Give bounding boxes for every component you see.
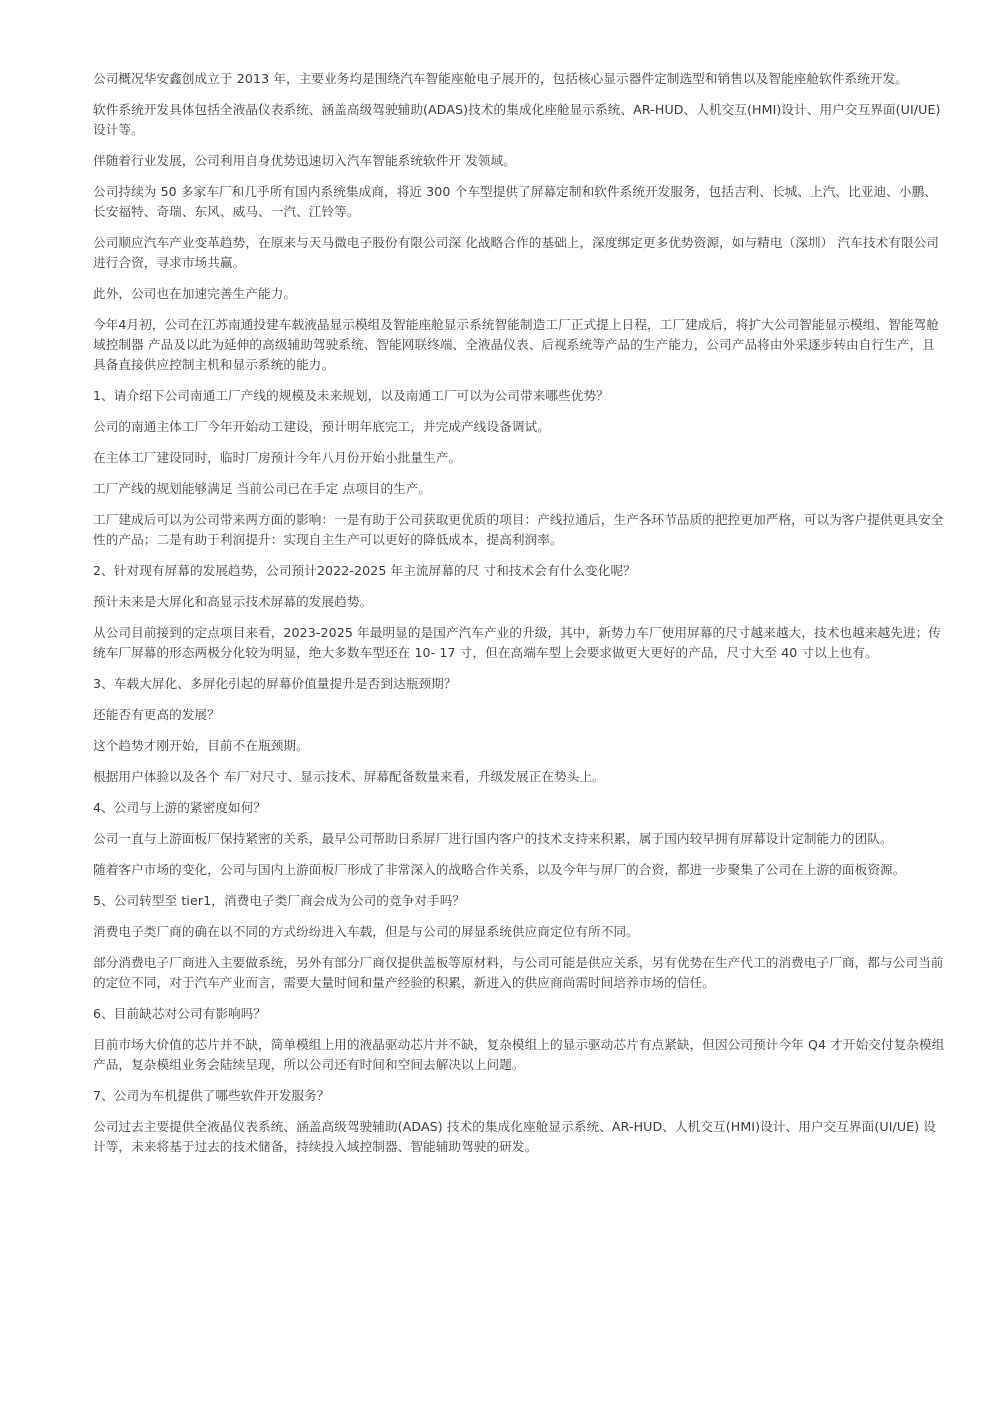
paragraph-software-development: 软件系统开发具体包括全液晶仪表系统、涵盖高级驾驶辅助(ADAS)技术的集成化座舱显示系统、AR-HUD、人机交互(HMI)设计、用户交互界面(UI/UE) 设计等。 — [93, 102, 941, 137]
answer-4-part-1: 公司一直与上游面板厂保持紧密的关系，最早公司帮助日系屏厂进行国内客户的技术支持来积累，属于国内较早拥有屏幕设计定制能力的团队。 — [93, 831, 893, 846]
question-5: 5、公司转型至 tier1，消费电子类厂商会成为公司的竞争对手吗？ — [93, 893, 466, 908]
question-6: 6、目前缺芯对公司有影响吗？ — [93, 1006, 267, 1021]
answer-7: 公司过去主要提供全液晶仪表系统、涵盖高级驾驶辅助(ADAS) 技术的集成化座舱显示系统、AR-HUD、人机交互(HMI)设计、用户交互界面(UI/UE) 设计等，未来将基于过去的技术储备，持续投入域控制器、智能辅助驾驶的研发。 — [93, 1119, 937, 1154]
answer-1-part-3: 工厂产线的规划能够满足 当前公司已在手定 点项目的生产。 — [93, 481, 432, 496]
question-1: 1、请介绍下公司南通工厂产线的规模及未来规划，以及南通工厂可以为公司带来哪些优势？ — [93, 388, 609, 403]
answer-1-part-1: 公司的南通主体工厂今年开始动工建设，预计明年底完工，并完成产线设备调试。 — [93, 419, 550, 434]
answer-2-part-2: 从公司目前接到的定点项目来看，2023-2025 年最明显的是国产汽车产业的升级，其中，新势力车厂使用屏幕的尺寸越来越大，技术也越来越先进；传统车厂屏幕的形态两极分化较为明显，绝大多数车型还在 10- 17 寸，但在高端车型上会要求做更大更好的产品，尺寸大至 40 寸以上也有。 — [93, 625, 941, 660]
paragraph-production-capacity: 此外，公司也在加速完善生产能力。 — [93, 286, 297, 301]
question-4: 4、公司与上游的紧密度如何？ — [93, 800, 267, 815]
paragraph-nantong-factory: 今年4月初，公司在江苏南通投建车载液晶显示模组及智能座舱显示系统智能制造工厂正式提上日程，工厂建成后，将扩大公司智能显示模组、智能驾舱域控制器 产品及以此为延伸的高级辅助驾驶系统、智能网联终端、全液晶仪表、后视系统等产品的生产能力，公司产品将由外采逐步转由自行生产，且具备直接供应控制主机和显示系统的能力。 — [93, 317, 939, 372]
answer-4-part-2: 随着客户市场的变化，公司与国内上游面板厂形成了非常深入的战略合作关系，以及今年与屏厂的合资，都进一步聚集了公司在上游的面板资源。 — [93, 862, 906, 877]
question-2: 2、针对现有屏幕的发展趋势，公司预计2022-2025 年主流屏幕的尺 寸和技术会有什么变化呢？ — [93, 563, 636, 578]
paragraph-strategic-cooperation: 公司顺应汽车产业变革趋势，在原来与天马微电子股份有限公司深 化战略合作的基础上，深度绑定更多优势资源，如与精电（深圳） 汽车技术有限公司进行合资，寻求市场共赢。 — [93, 235, 939, 270]
document-body — [93, 69, 945, 1168]
paragraph-company-overview: 公司概况华安鑫创成立于 2013 年，主要业务均是围绕汽车智能座舱电子展开的，包括核心显示器件定制选型和销售以及智能座舱软件系统开发。 — [93, 71, 908, 86]
question-7: 7、公司为车机提供了哪些软件开发服务？ — [93, 1088, 330, 1103]
answer-3-part-1: 这个趋势才刚开始，目前不在瓶颈期。 — [93, 738, 309, 753]
answer-3-part-2: 根据用户体验以及各个 车厂对尺寸、显示技术、屏幕配备数量来看，升级发展正在势头上。 — [93, 769, 605, 784]
question-3-followup: 还能否有更高的发展？ — [93, 707, 220, 722]
answer-6: 目前市场大价值的芯片并不缺，简单模组上用的液晶驱动芯片并不缺，复杂模组上的显示驱动芯片有点紧缺，但因公司预计今年 Q4 才开始交付复杂模组产品，复杂模组业务会陆续呈现，所以公司还有时间和空间去解决以上问题。 — [93, 1037, 945, 1072]
question-3: 3、车载大屏化、多屏化引起的屏幕价值量提升是否到达瓶颈期？ — [93, 676, 457, 691]
answer-1-part-2: 在主体工厂建设同时，临时厂房预计今年八月份开始小批量生产。 — [93, 450, 462, 465]
paragraph-customers: 公司持续为 50 多家车厂和几乎所有国内系统集成商，将近 300 个车型提供了屏幕定制和软件系统开发服务，包括吉利、长城、上汽、比亚迪、小鹏、长安福特、奇瑞、东风、威马、一汽、江铃等。 — [93, 184, 937, 219]
paragraph-industry-development: 伴随着行业发展，公司利用自身优势迅速切入汽车智能系统软件开 发领域。 — [93, 153, 516, 168]
answer-5-part-2: 部分消费电子厂商进入主要做系统，另外有部分厂商仅提供盖板等原材料，与公司可能是供应关系，另有优势在生产代工的消费电子厂商，都与公司当前的定位不同，对于汽车产业而言，需要大量时间和量产经验的积累，新进入的供应商尚需时间培养市场的信任。 — [93, 955, 944, 990]
answer-2-part-1: 预计未来是大屏化和高显示技术屏幕的发展趋势。 — [93, 594, 373, 609]
answer-5-part-1: 消费电子类厂商的确在以不同的方式纷纷进入车载，但是与公司的屏显系统供应商定位有所不同。 — [93, 924, 639, 939]
answer-1-part-4: 工厂建成后可以为公司带来两方面的影响：一是有助于公司获取更优质的项目：产线拉通后，生产各环节品质的把控更加严格，可以为客户提供更具安全性的产品；二是有助于利润提升：实现自主生产可以更好的降低成本，提高利润率。 — [93, 512, 944, 547]
